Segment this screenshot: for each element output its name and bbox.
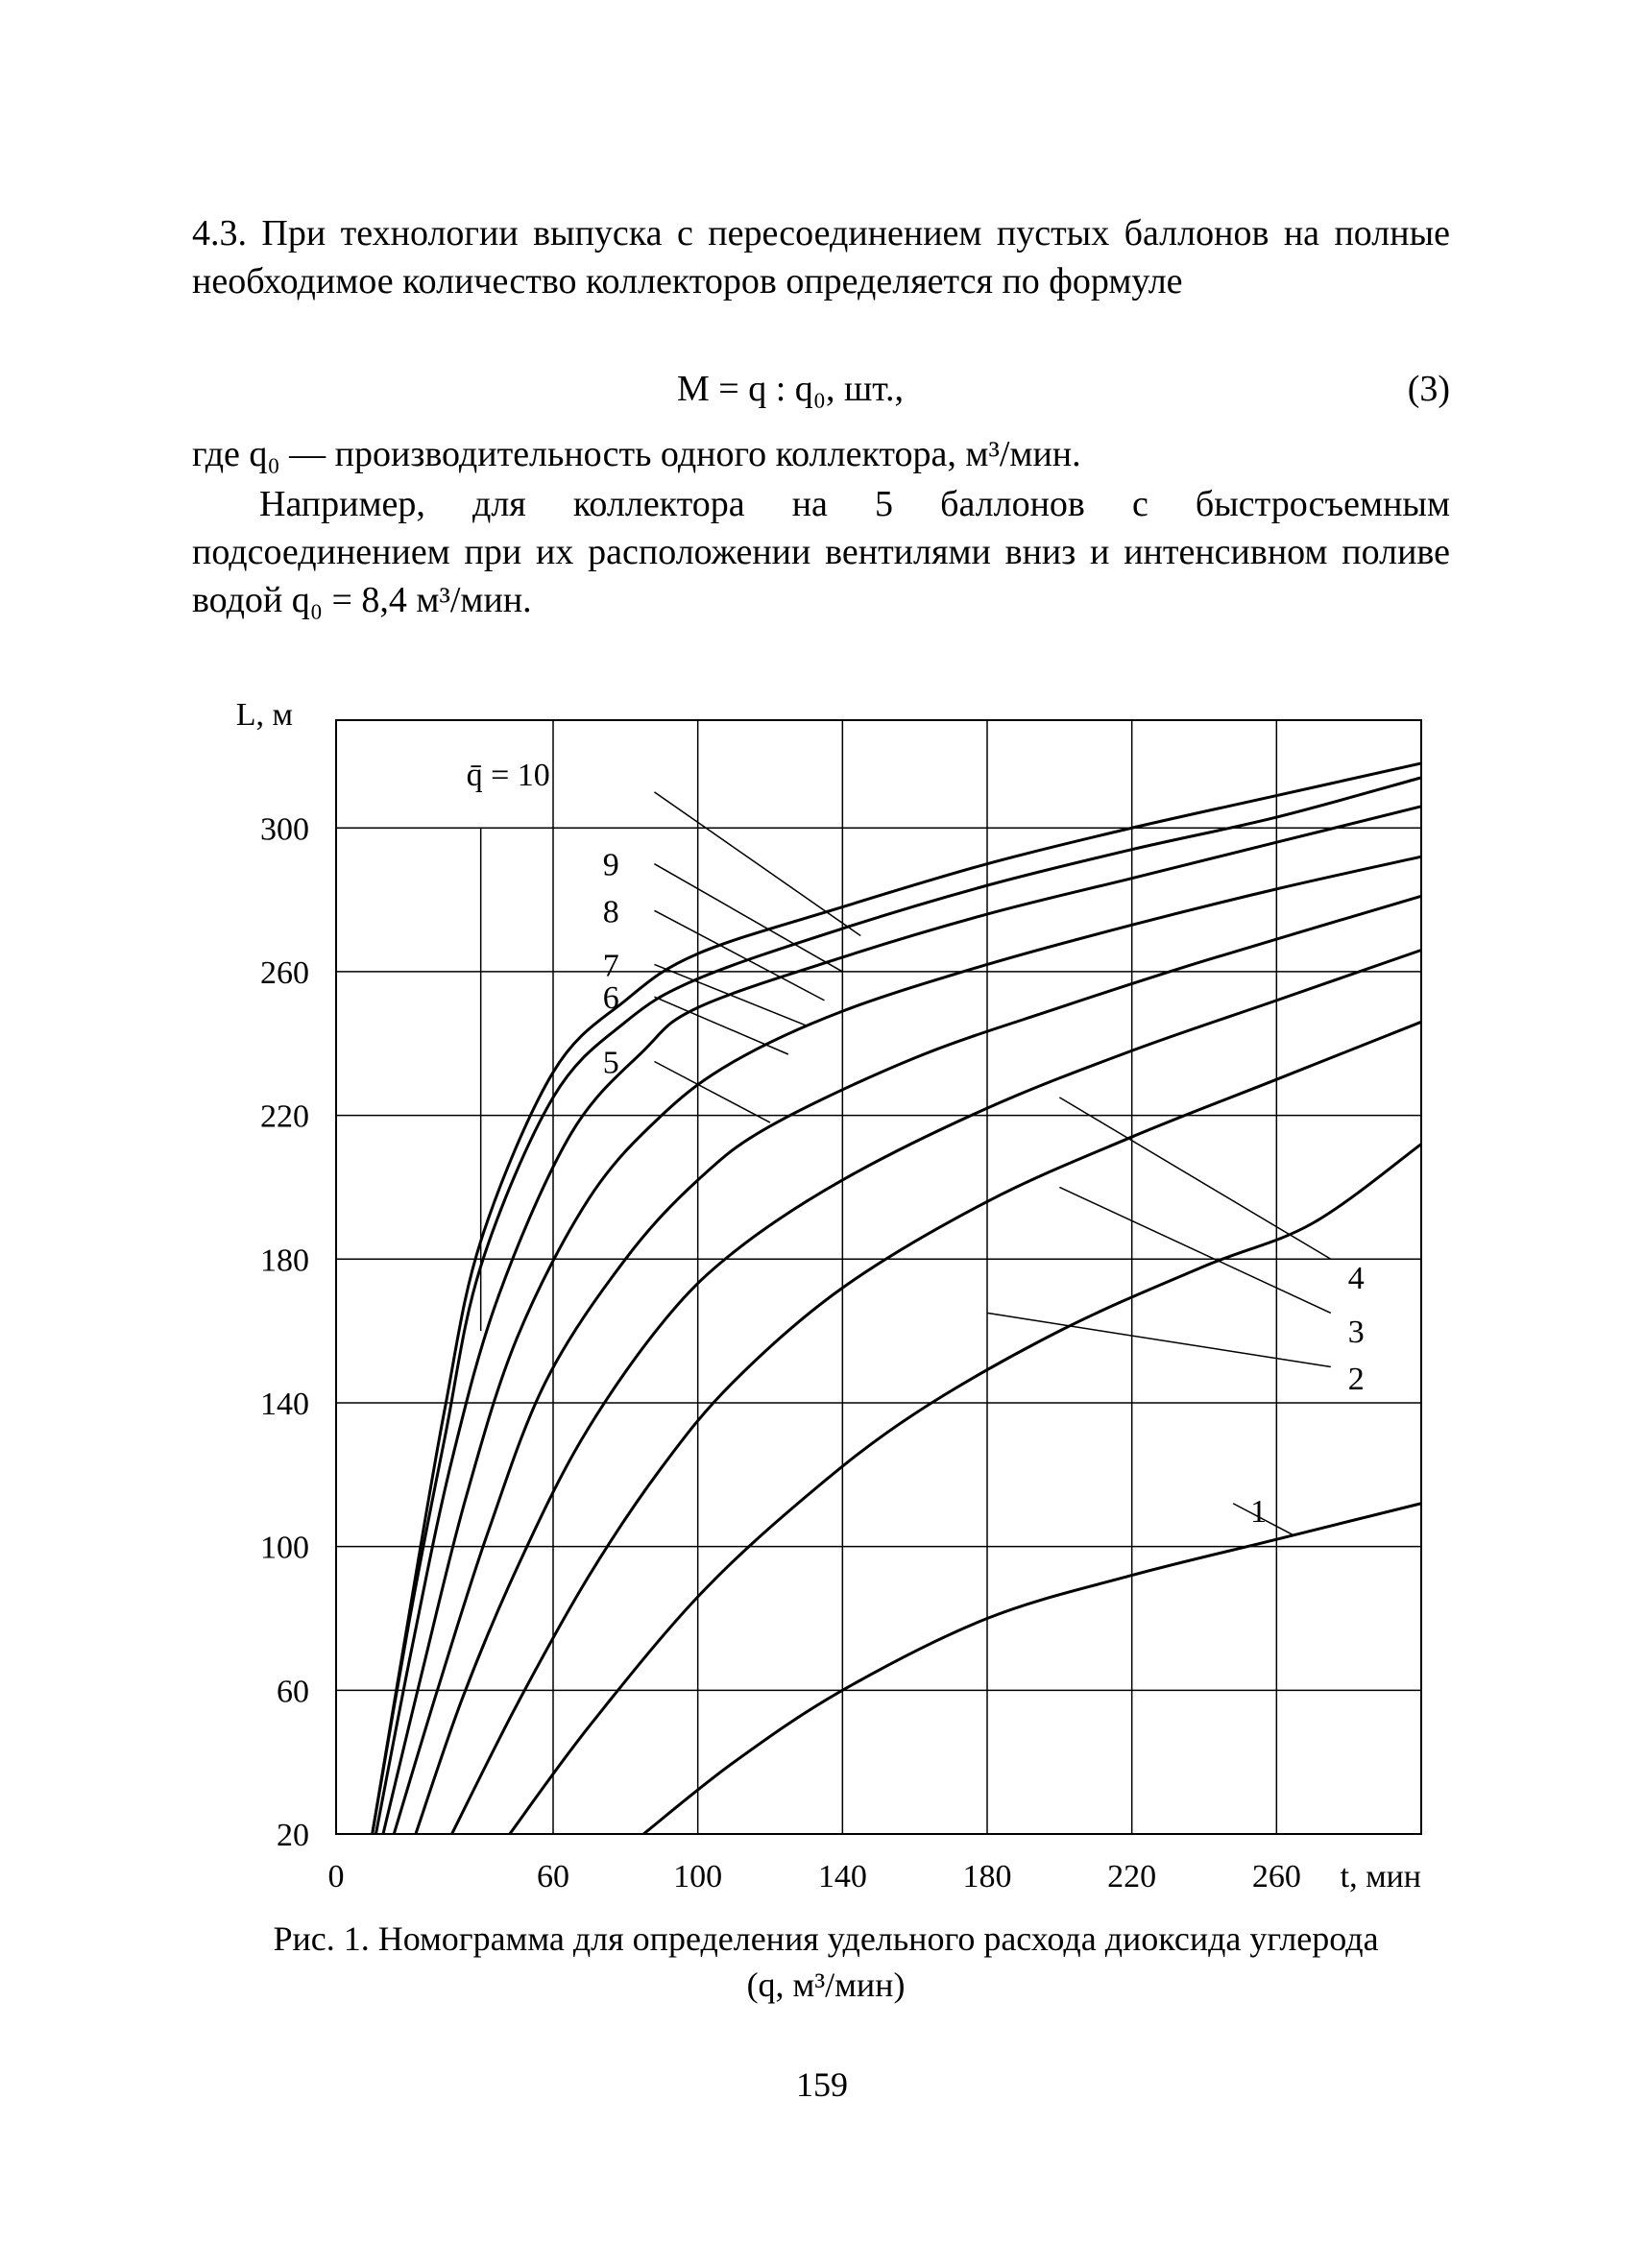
nomogram-chart	[182, 672, 1469, 1920]
x-tick-label: 0	[327, 1859, 345, 1894]
x-tick-label: 140	[817, 1859, 867, 1894]
y-tick-label: 140	[260, 1386, 309, 1422]
plot-frame	[336, 720, 1421, 1834]
curve-label-7: 7	[602, 948, 619, 984]
x-tick-label: 100	[673, 1859, 723, 1894]
formula-row	[192, 365, 1450, 413]
curve-label-1: 1	[1250, 1494, 1267, 1531]
chart-curves	[373, 763, 1421, 1834]
formula-number: (3)	[1407, 369, 1450, 409]
y-tick-label: 180	[260, 1243, 309, 1279]
curve-q-8	[375, 807, 1421, 1834]
leader-line	[654, 997, 787, 1054]
y-tick-label: 220	[260, 1098, 309, 1135]
where-line: где q₀ — производительность одного коллектора, м³/мин.	[192, 434, 1081, 474]
leader-line	[654, 792, 860, 936]
x-tick-label: 180	[962, 1859, 1012, 1894]
curve-q-4	[452, 1022, 1421, 1834]
curve-label-2: 2	[1347, 1361, 1365, 1397]
leader-line	[1059, 1187, 1331, 1313]
curve-label-9: 9	[602, 847, 619, 883]
chart-grid	[336, 720, 1421, 1834]
leader-line	[1059, 1098, 1331, 1259]
x-tick-label: 60	[537, 1859, 569, 1894]
curve-label-3: 3	[1347, 1315, 1365, 1351]
curve-q-6	[394, 896, 1421, 1834]
y-tick-label: 260	[260, 954, 309, 991]
leader-line	[654, 964, 806, 1025]
y-tick-label: 20	[277, 1818, 309, 1853]
curve-label-8: 8	[602, 894, 619, 930]
figure-caption-line1: Рис. 1. Номограмма для определения удельного расхода диоксида углерода	[273, 1919, 1379, 1958]
example-paragraph: Например, для коллектора на 5 баллонов с быстросъемным подсоединением при их расположении вентилями вниз и интенсивном поливе водой q₀ = 8,4 м³/мин.	[192, 484, 1450, 620]
curve-label-4: 4	[1347, 1261, 1365, 1296]
paragraph-4-3: 4.3. При технологии выпуска с пересоединением пустых баллонов на полные необходимое количество коллекторов определяется по формуле	[192, 213, 1450, 302]
x-tick-label: 260	[1251, 1859, 1301, 1894]
formula: M = q : q₀, шт.,	[677, 369, 905, 409]
x-axis-label: t, мин	[1340, 1859, 1421, 1894]
curve-q-2	[643, 1504, 1421, 1834]
curve-q-10	[373, 763, 1421, 1834]
chart-ticks	[236, 697, 1421, 1894]
y-tick-label: 60	[277, 1674, 309, 1710]
leader-line	[654, 1061, 770, 1122]
y-tick-label: 100	[260, 1530, 309, 1566]
leader-line	[987, 1313, 1331, 1366]
curve-label-q10: q̄ = 10	[466, 758, 550, 794]
curve-label-6: 6	[602, 980, 619, 1017]
curve-label-5: 5	[602, 1045, 619, 1081]
x-tick-label: 220	[1107, 1859, 1157, 1894]
y-tick-label: 300	[260, 811, 309, 848]
page-number: 159	[796, 2065, 848, 2104]
y-axis-label: L, м	[235, 697, 293, 733]
figure-caption-line2: (q, м³/мин)	[746, 1966, 906, 2004]
leader-line	[654, 864, 842, 972]
